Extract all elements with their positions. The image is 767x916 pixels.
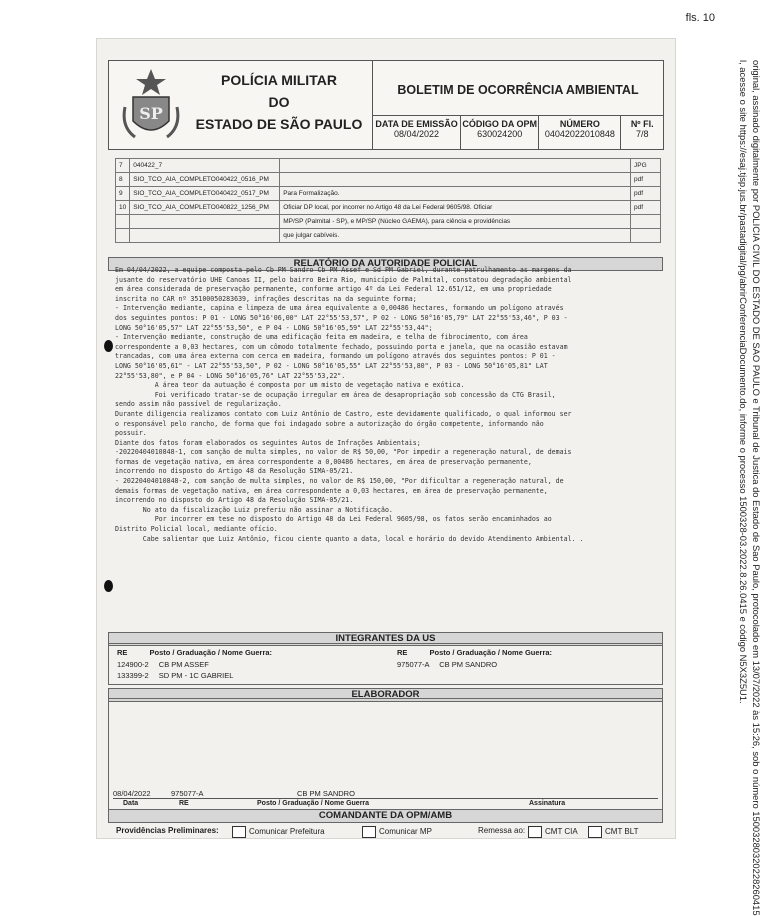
meta-numero: NÚMERO 04042022010848 bbox=[539, 116, 621, 150]
document-title: BOLETIM DE OCORRÊNCIA AMBIENTAL bbox=[397, 83, 639, 97]
table-row: 9 SIO_TCO_AIA_COMPLETO040422_0517_PM Para Formalização. pdf bbox=[116, 187, 661, 201]
option-prefeitura[interactable]: Comunicar Prefeitura bbox=[232, 826, 325, 838]
comandante-title: COMANDANTE DA OPM/AMB bbox=[108, 809, 663, 823]
report-line: inscrita no CAR nº 35100050283639, infrações descritas na da seguinte forma; bbox=[115, 294, 417, 303]
report-line: Durante diligencia realizamos contato com Luiz Antônio de Castro, este devidamente qualificado, o qual informou ser bbox=[115, 409, 572, 418]
org-line-2: DO bbox=[268, 94, 290, 110]
report-line: - 20220404010848-2, com sanção de multa simples, no valor de R$ 150,00, "Por dificultar a regeneração natural, de bbox=[115, 477, 564, 486]
table-row: 10 SIO_TCO_AIA_COMPLETO040822_1256_PM Oficiar DP local, por incorrer no Artigo 48 da Lei Federal 9605/98. Oficiar pdf bbox=[116, 201, 661, 215]
table-row: 7 040422_7 JPG bbox=[116, 159, 661, 173]
report-line: Diante dos fatos foram elaborados os seguintes Autos de Infrações Ambientais; bbox=[115, 438, 421, 447]
meta-opm: CÓDIGO DA OPM 630024200 bbox=[461, 116, 539, 150]
report-line: Por incorrer em tese no disposto do Artigo 48 da Lei Federal 9605/98, os fatos serão encaminhados ao bbox=[115, 515, 552, 524]
report-line: incorrendo no disposto do Artigo 48 da Resolução SIMA-05/21. bbox=[115, 467, 354, 476]
org-line-1: POLÍCIA MILITAR bbox=[221, 72, 337, 88]
option-cmt-blt[interactable]: CMT BLT bbox=[588, 826, 638, 838]
report-line: jusante do reservatório UHE Canoas II, pelo bairro Beira Rio, município de Palmital, constatou degradação ambiental bbox=[115, 275, 572, 284]
report-line: Distrito Policial local, mediante ofício. bbox=[115, 525, 278, 534]
list-item: 124900-2 CB PM ASSEF bbox=[117, 660, 209, 669]
report-line: LONG 50°16'05,57" LAT 22°55'53,50", e P 04 - LONG 50°16'05,59" LAT 22°55'53,44"; bbox=[115, 323, 433, 332]
table-row: 8 SIO_TCO_AIA_COMPLETO040422_0516_PM pdf bbox=[116, 173, 661, 187]
checkbox-mp[interactable] bbox=[362, 826, 376, 838]
label-assinatura: Assinatura bbox=[529, 800, 566, 807]
report-line: - Intervenção mediante, capina e limpeza de uma área equivalente a 0,00486 hectares, formando um polígono através bbox=[115, 304, 564, 313]
elaborador-name: CB PM SANDRO bbox=[297, 789, 355, 798]
report-line: dos seguintes pontos: P 01 - LONG 50°16'06,00" LAT 22°55'53,57", P 02 - LONG 50°16'05,79" LAT 22°55'53,46", P 03 - bbox=[115, 313, 568, 322]
checkbox-prefeitura[interactable] bbox=[232, 826, 246, 838]
elaborador-re: 975077-A bbox=[171, 789, 204, 798]
attachments-table bbox=[115, 158, 661, 243]
punch-hole bbox=[104, 580, 113, 592]
label-posto: Posto / Graduação / Nome Guerra bbox=[257, 800, 370, 807]
svg-text:SP: SP bbox=[139, 104, 163, 123]
re-header: RE bbox=[117, 648, 128, 657]
checkbox-cmt-cia[interactable] bbox=[528, 826, 542, 838]
label-data: Data bbox=[123, 800, 139, 807]
re-header: RE bbox=[397, 648, 408, 657]
report-line: demais formas de vegetação nativa, em área correspondente a 0,03 hectares, em área de preservação permanente, bbox=[115, 486, 548, 495]
report-line: No ato da fiscalização Luiz preferiu não assinar a Notificação. bbox=[115, 505, 393, 514]
punch-hole bbox=[104, 340, 113, 352]
option-mp[interactable]: Comunicar MP bbox=[362, 826, 432, 838]
checkbox-cmt-blt[interactable] bbox=[588, 826, 602, 838]
report-line: LONG 50°16'05,61" - LAT 22°55'53,50", P 02 - LONG 50°16'05,55" LAT 22°55'53,80", P 03 - LONG 50°16'05,81" LAT bbox=[115, 361, 548, 370]
side-line-1: original, assinado digitalmente por POLICIA CIVIL DO ESTADO DE SAO PAULO e Tribunal de Justica do Estado de Sao Paulo, protocolado em 13/07/2022 às 15:26, sob o número 15003280320228260415 bbox=[751, 60, 762, 916]
report-line: formas de vegetação nativa, em área correspondente a 0,00486 hectares, em área de preservação permanente, bbox=[115, 457, 532, 466]
report-title: RELATÓRIO DA AUTORIDADE POLICIAL bbox=[108, 257, 663, 271]
report-line: sendo assim não passível de regularização. bbox=[115, 400, 282, 409]
remessa-label: Remessa ao: bbox=[478, 826, 526, 835]
label-re: RE bbox=[179, 800, 189, 807]
posto-header: Posto / Graduação / Nome Guerra: bbox=[429, 648, 553, 657]
report-line: - Intervenção mediante, construção de uma edificação feita em madeira, e telha de fibrocimento, com área bbox=[115, 333, 528, 342]
org-line-3: ESTADO DE SÃO PAULO bbox=[195, 116, 363, 132]
integrantes-box bbox=[108, 643, 663, 685]
report-line: A área teor da autuação é composta por um misto de vegetação nativa e exótica. bbox=[115, 381, 465, 390]
report-line: 22°55'53,80", e P 04 - LONG 50°16'05,76" LAT 22°55'53,22". bbox=[115, 371, 346, 380]
side-line-2: l, acesse o site https://esaj.tjsp.jus.br/pastadigital/pg/abrirConferenciaDocumento.do, informe o processo 1500328-03.2022.8.26.0415 e código N5X3Z5U1. bbox=[738, 60, 750, 704]
header-organization bbox=[108, 60, 374, 150]
report-line: -20220404010848-1, com sanção de multa simples, no valor de R$ 50,00, "Por impedir a regeneração natural, de demais bbox=[115, 448, 572, 457]
report-line: Em 04/04/2022, a equipe composta pelo Cb PM Sandro Cb PM Assef e Sd PM Gabriel, durante patrulhamento as margens da bbox=[115, 266, 572, 274]
meta-date: DATA DE EMISSÃO 08/04/2022 bbox=[373, 116, 461, 150]
report-line: correspondente a 0,03 hectares, com um cômodo totalmente fechado, possuindo porta e janela, que na ocasião estavam bbox=[115, 342, 568, 351]
elaborador-title: ELABORADOR bbox=[108, 688, 663, 702]
side-stamp bbox=[706, 60, 762, 916]
integrantes-title: INTEGRANTES DA US bbox=[108, 632, 663, 646]
header-document bbox=[372, 60, 664, 150]
table-row: MP/SP (Palmital - SP), e MP/SP (Núcleo GAEMA), para ciência e providências bbox=[116, 215, 661, 229]
page-number-label: fls. 10 bbox=[685, 12, 715, 24]
report-line: o responsável pelo rancho, de forma que foi indagado sobre a autorização do órgão competente, informando não bbox=[115, 419, 544, 428]
report-line: trancadas, com uma área externa com cerca em madeira, formando um polígono através dos seguintes pontos: P 01 - bbox=[115, 352, 556, 361]
elaborador-box bbox=[108, 698, 663, 810]
elaborador-date: 08/04/2022 bbox=[113, 789, 151, 798]
prov-label: Providências Preliminares: bbox=[116, 826, 219, 835]
pm-crest-icon bbox=[119, 67, 183, 143]
report-line: Cabe salientar que Luiz Antônio, ficou ciente quanto a data, local e horário do devido Atendimento Ambiental. . bbox=[115, 534, 584, 543]
report-line: incorrendo no disposto do Artigo 48 da Resolução SIMA-05/21. bbox=[115, 496, 354, 505]
option-cmt-cia[interactable]: CMT CIA bbox=[528, 826, 578, 838]
list-item: 975077-A CB PM SANDRO bbox=[397, 660, 498, 669]
report-body bbox=[115, 266, 661, 544]
report-line: em área considerada de preservação permanente, conforme artigo 4º da Lei Federal 12.651/12, em uma propriedade bbox=[115, 285, 552, 294]
report-line: Foi verificado tratar-se de ocupação irregular em área de desapropriação sob concessão da CTG Brasil, bbox=[115, 390, 556, 399]
meta-folha: Nº Fl. 7/8 bbox=[630, 119, 654, 139]
posto-header: Posto / Graduação / Nome Guerra: bbox=[149, 648, 273, 657]
table-row: que julgar cabíveis. bbox=[116, 229, 661, 243]
list-item: 133399-2 SD PM - 1C GABRIEL bbox=[117, 671, 234, 680]
report-line: possuir. bbox=[115, 429, 147, 438]
